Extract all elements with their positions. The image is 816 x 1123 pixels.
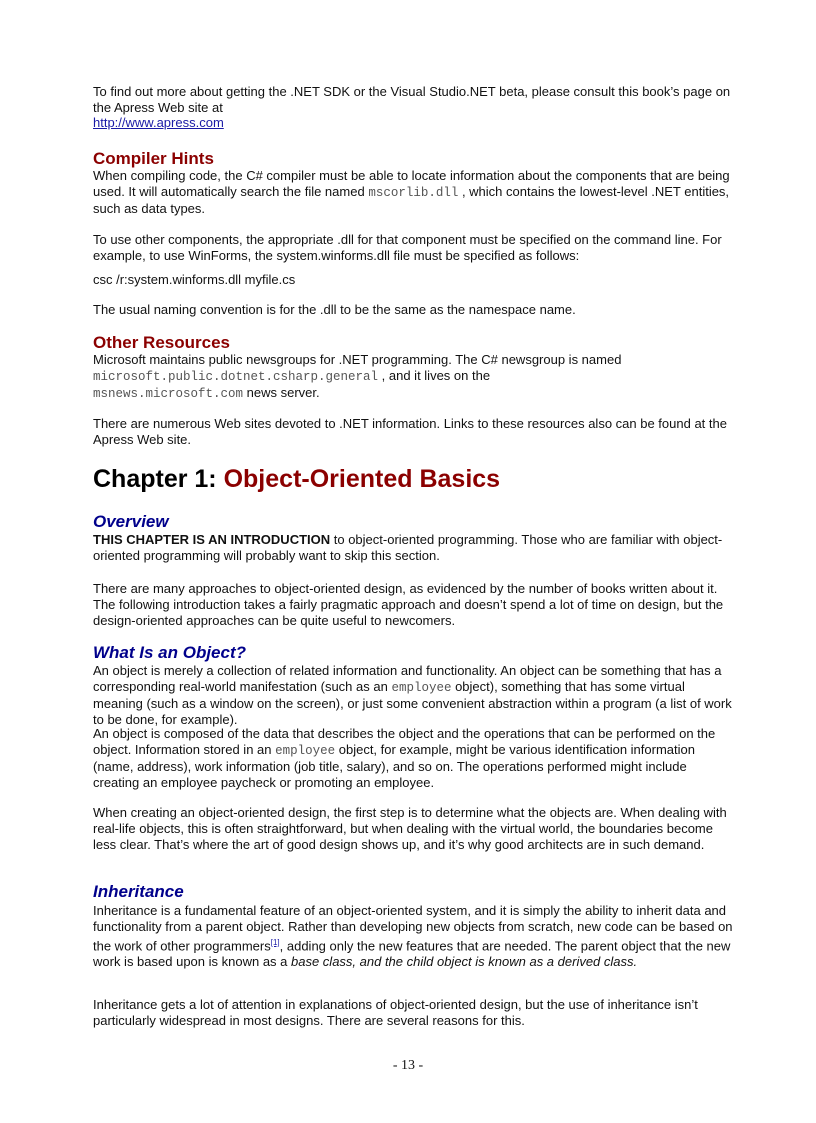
overview-paragraph-1: THIS CHAPTER IS AN INTRODUCTION to object-oriented programming. Those who are familiar with object-oriented programming will probably want to skip this section. (93, 532, 723, 563)
overview-paragraph-2: There are many approaches to object-oriented design, as evidenced by the number of books written about it. The following introduction takes a fairly pragmatic approach and doesn’t spend a lot of time on design, but the design-oriented approaches can be quite useful to newcomers. (93, 581, 724, 628)
other-resources-paragraph-2: There are numerous Web sites devoted to .NET information. Links to these resources also can be found at the Apress Web site. (93, 416, 727, 447)
other-resources-paragraph-1: Microsoft maintains public newsgroups for .NET programming. The C# newsgroup is named microsoft.public.dotnet.csharp.general , and it lives on the msnews.microsoft.com news server. (93, 352, 622, 401)
other-resources-heading: Other Resources (93, 333, 230, 352)
overview-heading: Overview (93, 512, 169, 531)
code-news-server: msnews.microsoft.com (93, 387, 244, 401)
code-employee: employee (391, 681, 452, 695)
compiler-hints-paragraph-1: When compiling code, the C# compiler must be able to locate information about the components that are being used. It will automatically search the file named mscorlib.dll , which contains the lowest-level .NET entities, such as data types. (93, 168, 730, 216)
what-is-object-paragraph-1: An object is merely a collection of related information and functionality. An object can be something that has a corresponding real-world manifestation (such as an employee object), something that has some virtual meaning (such as a window on the screen), or just some convenient abstraction within a program (a list of work to be done, for example). (93, 663, 732, 727)
page-number: - 13 - (392, 1058, 424, 1073)
what-is-object-paragraph-2: An object is composed of the data that describes the object and the operations that can be performed on the object. Information stored in an employee object, for example, might be various identification information (name, address), work information (job title, salary), and so on. The operations performed might include creating an employee paycheck or promoting an employee. (93, 726, 716, 790)
inheritance-heading: Inheritance (93, 882, 184, 901)
what-is-object-heading: What Is an Object? (93, 643, 247, 662)
footnote-link[interactable]: [1] (270, 938, 280, 947)
inheritance-paragraph-2: Inheritance gets a lot of attention in explanations of object-oriented design, but the use of inheritance isn’t particularly widespread in most designs. There are several reasons for this. (93, 997, 698, 1028)
compiler-hints-paragraph-3: The usual naming convention is for the .dll to be the same as the namespace name. (93, 302, 576, 317)
inheritance-paragraph-1: Inheritance is a fundamental feature of an object-oriented system, and it is simply the ability to inherit data and functionality from a parent object. Rather than developing new objects from scratch, new code can be based on the work of other programmers[1], adding only the new features that are needed. The parent object that the new work is based upon is known as a base class, and the child object is known as a derived class. (93, 903, 733, 970)
chapter-title: Chapter 1: Object-Oriented Basics (93, 465, 501, 493)
code-newsgroup: microsoft.public.dotnet.csharp.general (93, 370, 379, 384)
compiler-hints-heading: Compiler Hints (93, 149, 214, 168)
code-employee: employee (275, 744, 336, 758)
what-is-object-paragraph-3: When creating an object-oriented design, the first step is to determine what the objects are. When dealing with real-life objects, this is often straightforward, but when dealing with the virtual world, the boundaries become less clear. That’s where the art of good design shows up, and it’s why good architects are in such demand. (93, 805, 727, 852)
code-mscorlib: mscorlib.dll (368, 186, 459, 200)
compiler-hints-paragraph-2: To use other components, the appropriate .dll for that component must be specified on the command line. For example, to use WinForms, the system.winforms.dll file must be specified as follows: (93, 232, 722, 263)
apress-link[interactable]: http://www.apress.com (93, 115, 224, 130)
command-line-example: csc /r:system.winforms.dll myfile.cs (93, 272, 296, 287)
intro-paragraph: To find out more about getting the .NET SDK or the Visual Studio.NET beta, please consult this book’s page on the Apress Web site at (93, 84, 731, 115)
